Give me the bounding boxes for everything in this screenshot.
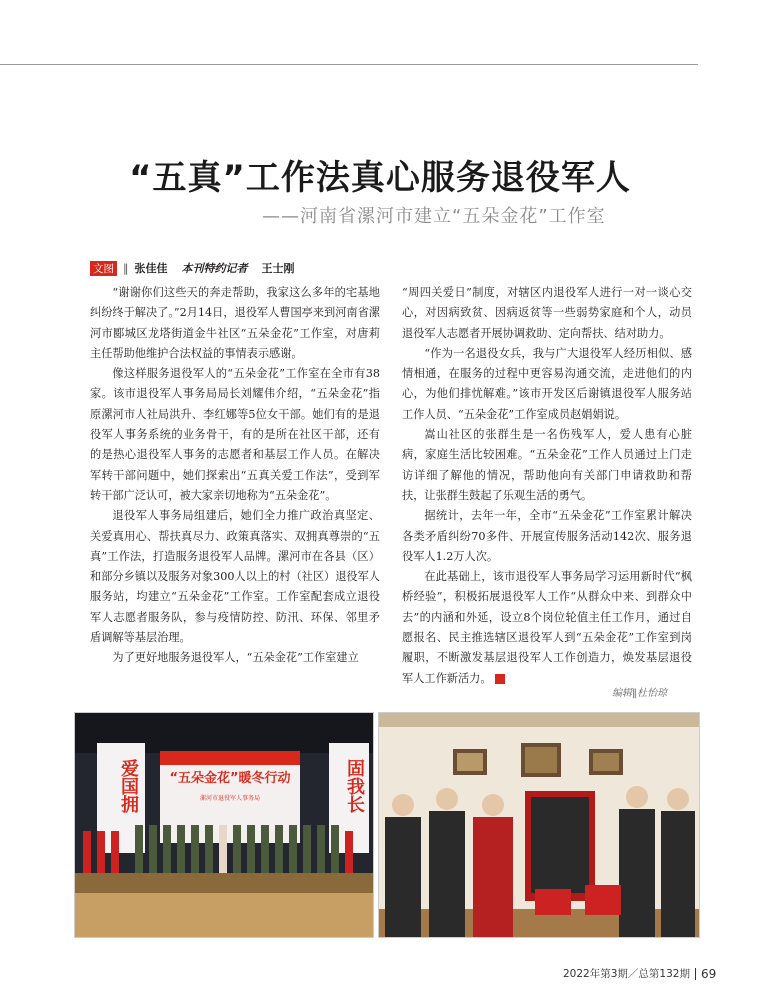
footer-divider [695,968,696,980]
end-mark: G [495,674,505,684]
paragraph-last [402,567,692,689]
author-role: 本刊特约记者 [181,262,248,275]
byline [90,260,295,276]
article-title: “五真”工作法真心服务退役军人 [129,158,631,198]
byline-separator: ‖ [123,261,129,275]
top-rule [0,64,698,65]
paragraph: “谢谢你们这些天的奔走帮助，我家这么多年的宅基地纠纷终于解决了。”2月14日，退役军人曹国亭来到河南省漯河市郾城区龙塔街道金牛社区“五朵金花”工作室，对唐莉主任帮助他维护合法权益的事情表示感谢。 [90,286,380,360]
photo-stage-event [74,712,374,938]
stage-photo-illustration [75,713,373,937]
group-photo-illustration [379,713,699,937]
issue-info: 2022年第3期／总第132期 [563,968,690,980]
paragraph: 退役军人事务局组建后，她们全力推广政治真坚定、关爱真用心、帮扶真尽力、政策真落实、双拥真尊崇的“五真”工作法，打造服务退役军人品牌。漯河市在各县（区）和部分乡镇以及服务对象300人以上的村（社区）退役军人服务站，均建立“五朵金花”工作室。工作室配套成立退役军人志愿者服务队，参与疫情防控、防汛、环保、邻里矛盾调解等基层治理。 [90,509,380,645]
author-name-2: 王士刚 [261,262,295,275]
side-banner-right: 固我长 [344,759,365,813]
side-banner-left: 爱国拥 [118,759,139,813]
paragraph: 嵩山社区的张群生是一名伤残军人，爱人患有心脏病，家庭生活比较困难。“五朵金花”工作人员通过上门走访详细了解他的情况，帮助他向有关部门申请救助和帮扶，让张群生鼓起了乐观生活的勇气。 [402,428,692,502]
byline-tag: 文图 [90,261,117,276]
left-column [90,283,380,669]
editor-credit: 编辑‖杜怡琼 [612,688,667,699]
photo-group-visit [378,712,700,938]
paragraph: “作为一名退役女兵，我与广大退役军人经历相似、感情相通，在服务的过程中更容易沟通交流，走进他们的内心，为他们排忧解难。”该市开发区后谢镇退役军人服务站工作人员、“五朵金花”工作室成员赵娟娟说。 [402,346,692,421]
article-subtitle: ——河南省漯河市建立“五朵金花”工作室 [262,206,606,227]
paragraph: 像这样服务退役军人的“五朵金花”工作室在全市有38家。该市退役军人事务局局长刘耀伟介绍，“五朵金花”指原漯河市人社局洪升、李红娜等5位女干部。她们有的是退役军人事务系统的业务骨干，有的是所在社区干部，还有的是热心退役军人事务的志愿者和基层工作人员。在解决军转干部问题中，她们探索出“五真关爱工作法”，受到军转干部广泛认可，被大家亲切地称为“五朵金花”。 [90,367,380,502]
banner-small-text: 漯河市退役军人事务局 [199,795,260,802]
right-column [402,283,692,689]
paragraph: 为了更好地服务退役军人，“五朵金花”工作室建立 [112,651,359,665]
page-footer [563,966,716,981]
paragraph: 据统计，去年一年，全市“五朵金花”工作室累计解决各类矛盾纠纷70多件、开展宣传服务活动142次、服务退役军人1.2万人次。 [402,509,692,563]
author-name: 张佳佳 [134,262,168,275]
page-number: 69 [700,966,717,981]
paragraph: “周四关爱日”制度，对辖区内退役军人进行一对一谈心交心，对因病致贫、因病返贫等一些弱势家庭和个人，动员退役军人志愿者开展协调救助、定向帮扶、结对助力。 [402,286,692,340]
banner-title: “五朵金花”暖冬行动 [169,771,291,786]
paragraph-text: 在此基础上，该市退役军人事务局学习运用新时代“枫桥经验”，积极拓展退役军人工作“从群众中来、到群众中去”的内涵和外延，设立8个岗位轮值主任工作月，通过自愿报名、民主推选辖区退役军人到“五朵金花”工作室到岗履职，不断激发基层退役军人工作创造力，焕发基层退役军人工作新活力。 [402,570,692,685]
